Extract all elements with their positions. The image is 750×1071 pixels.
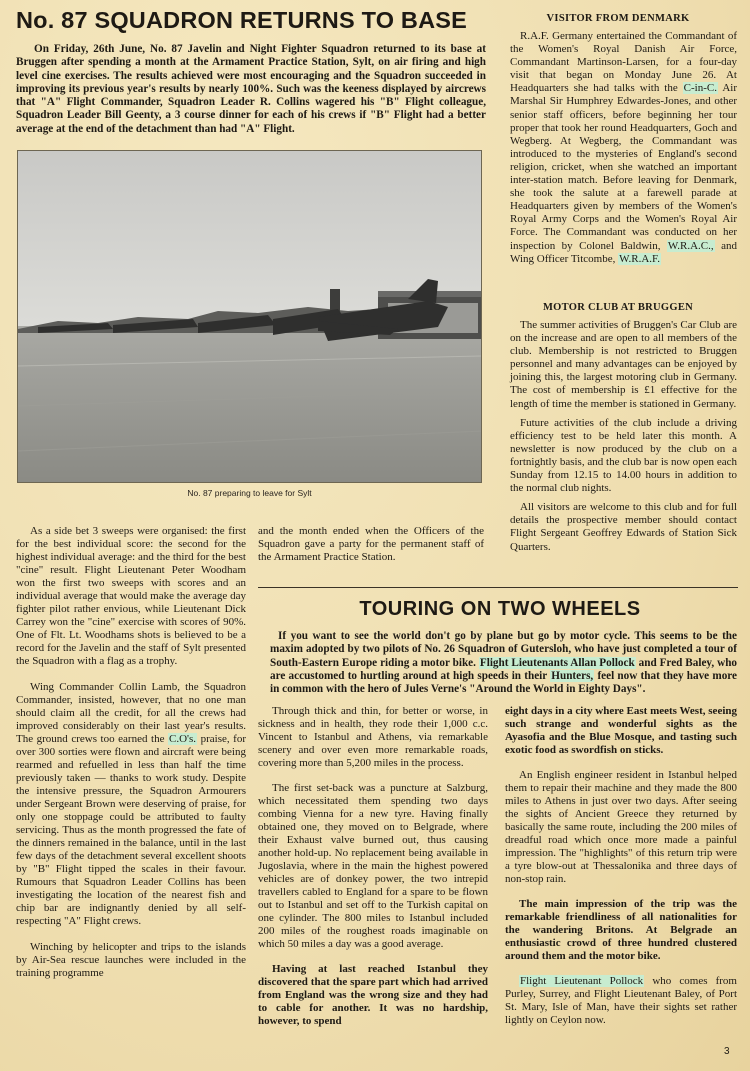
touring-column-1 [258,705,488,1040]
paragraph: The first set-back was a puncture at Salzburg, which necessitated them spending two days combing Vienna for a new tyre. Having finally obtained one, they moved on to Belgrade, where their Exhaust valve burned out, thus causing another hold-up. No replacement being available in Jugoslavia, where in the main the highest powered vehicles are of donkey power, the two intrepid travellers cabled to England for a spare to be flown out to Istanbul and set off to the Turkish capital on one cylinder. The 800 miles to Istanbul included 200 miles of the roughest roads imaginable on which 50 miles a day was a good average. [258,782,488,950]
paragraph: The main impression of the trip was the remarkable friendliness of all nationalities for the wandering Britons. At Belgrade an enthusiastic crowd of three hundred clustered around them and the motor bike. [505,898,737,962]
highlight-cinc: C-in-C. [683,82,717,95]
photo-caption: No. 87 preparing to leave for Sylt [187,488,312,498]
paragraph: An English engineer resident in Istanbul helped them to repair their machine and they made the 800 miles to Athens in just over two days. After seeing the sights of Ancient Greece they returned by basically the same route, including the 200 miles of dreadful road which once more made a painful impression. The "highlights" of this return trip were a tyre blow-out at Thessalonika and three days of non-stop rain. [505,769,737,885]
paragraph [505,975,737,1027]
article-title-squadron: No. 87 SQUADRON RETURNS TO BASE [16,7,468,33]
aircraft-photo-image [18,151,482,483]
paragraph: and the month ended when the Officers of the Squadron gave a party for the permanent staff of the Armament Practice Station. [258,525,484,563]
text-run: and Wing Officer Titcombe, [510,239,737,265]
text-run: who comes from Purley, Surrey, and Flight Lieutenant Baley, of Port St. Mary, Isle of Man, have their sights set rather lightly on Ceylon now. [505,975,737,1026]
paragraph: eight days in a city where East meets West, seeing such strange and wonderful sights as the Ayasofia and the Blue Mosque, and tasting such exotic food as swordfish on sticks. [505,705,737,756]
article-title-touring: TOURING ON TWO WHEELS [359,598,641,620]
section-divider [258,587,738,588]
text-run: and Fred Baley, who are accustomed to hurtling around at high speeds in their [270,656,738,682]
paragraph [16,681,246,928]
squadron-column-1 [16,525,246,993]
paragraph: The summer activities of Bruggen's Car Club are on the increase and are open to all members of the club. Membership is not restricted to Bruggen personnel and many advantages can be enjoyed by joining this, the largest motoring club in Germany. The cost of membership is £1 effective for the length of time the member is stationed in Germany. [510,319,737,410]
visitor-body [510,30,737,266]
paragraph: Future activities of the club include a driving efficiency test to be held later this month. A newsletter is now produced by the club on a fortnightly basis, and the club bar is now open each Sunday from 12.15 to 14.00 hours in addition to the normal club nights. [510,416,737,495]
squadron-photo [17,150,482,483]
highlight-co: C.O's. [169,733,197,745]
text-run: If you want to see the world don't go by plane but go by motor cycle. This seems to be the maxim adopted by two pilots of No. 26 Squadron of Gutersloh, who have just completed a tour of South-Eastern Europe riding a motor bike. [270,630,737,669]
text-run: praise, for over 300 sorties were flown and aircraft were being rearmed and refuelled in less than half the time previously taken — thanks to work study. Despite the intensive pressure, the Squadron Armourers under Sergeant Brown were deserving of praise, for only one stoppage could be attributed to faulty servicing. Thus as the month progressed the fate of the dinners remained in the balance, until in the last few days of the detachment several excellent shoots by "B" Flight tipped the scales in their favour. Rumours that Squadron Leader Collins has been investigating the location of the nearest fish and chip bar are indignantly denied by all self-respecting "A" Flight crews. [16,733,246,927]
squadron-column-2 [258,525,484,577]
text-run: Wing Commander Collin Lamb, the Squadron Commander, insisted, however, that no one man should claim all the credit, for all the crews had improved considerably on their last year's results. The ground crews too earned the [16,681,246,745]
highlight-hunters: Hunters, [551,669,594,682]
visitor-heading: VISITOR FROM DENMARK [546,13,690,24]
paragraph: Winching by helicopter and trips to the islands by Air-Sea rescue launches were included in the training programme [16,941,246,979]
article-intro-touring [270,630,737,696]
highlight-wraf: W.R.A.F. [619,252,661,265]
motor-club-body [510,319,737,560]
article-intro-squadron: On Friday, 26th June, No. 87 Javelin and Night Fighter Squadron returned to its base at Bruggen after spending a month at the Armament Practice Station, Sylt, on air firing and high level cine exercises. The results achieved were most encouraging and the Squadron succeeded in improving its previous year's results by nearly 100%. Such was the keeness displayed by aircrews that "A" Flight Commander, Squadron Leader R. Collins wagered his "B" Flight colleague, Squadron Leader Bill Geenty, a 3 course dinner for each of his crews if "B" Flight had a better average at the end of the detachment than had "A" Flight. [16,43,486,135]
text-run: Air Marshal Sir Humphrey Edwardes-Jones, and other senior staff officers, before beginning her tour proper that took her round Headquarters, Goch and Wegberg. At Wegberg, the Commandant was introduced to the mysteries of England's second religion, cricket, when she watched an important inter-station match. Before leaving for Denmark, she took the salute at a farewell parade at Headquarters given by members of the Women's Royal Army Corps and the Women's Royal Air Force. The Commandant was conducted on her inspection by Colonel Baldwin, [510,82,737,252]
highlight-wrac: W.R.A.C., [667,239,714,252]
paragraph: Having at last reached Istanbul they discovered that the spare part which had arrived from England was the wrong size and they had to cable for another. It was no hardship, however, to spend [258,963,488,1027]
text-run: R.A.F. Germany entertained the Commandant of the Women's Royal Danish Air Force, Commandant Martinson-Larsen, for a four-day visit that began on Monday June 26. At Headquarters she had talks with the [510,30,737,95]
text-run: feel now that they have more in common with the hero of Jules Verne's "Around the World in Eighty Days". [270,669,738,696]
touring-column-2 [505,705,737,1039]
paragraph: All visitors are welcome to this club and for full details the prospective member should contact Flight Sergeant Geoffrey Edwards of Station Sick Quarters. [510,501,737,553]
paragraph: Through thick and thin, for better or worse, in sickness and in health, they rode their 1,000 c.c. Vincent to Istanbul and Athens, via remarkable scenery and over even more remarkable roads, covering more than 5,200 miles in the process. [258,705,488,769]
motor-club-heading: MOTOR CLUB AT BRUGGEN [542,302,694,313]
highlight-pollock-2: Flight Lieutenant Pollock [520,975,644,987]
highlight-pollock: Flight Lieutenants Allan Pollock [479,656,635,669]
paragraph: As a side bet 3 sweeps were organised: the first for the best individual score: the second for the highest individual average: and the third for the best "cine" result. Flight Lieutenant Peter Woodham won the first two sweeps with scores and an individual average that would make the average day fighter pilot rather envious, while Lieutenant Dick Carrey won the "cine" exercise with scores of 90%. One of Flt. Lt. Woodhams shots is believed to be a record for the Javelin and the staff of Sylt presented the Squadron with a flag as a trophy. [16,525,246,667]
page-number: 3 [724,1046,730,1057]
